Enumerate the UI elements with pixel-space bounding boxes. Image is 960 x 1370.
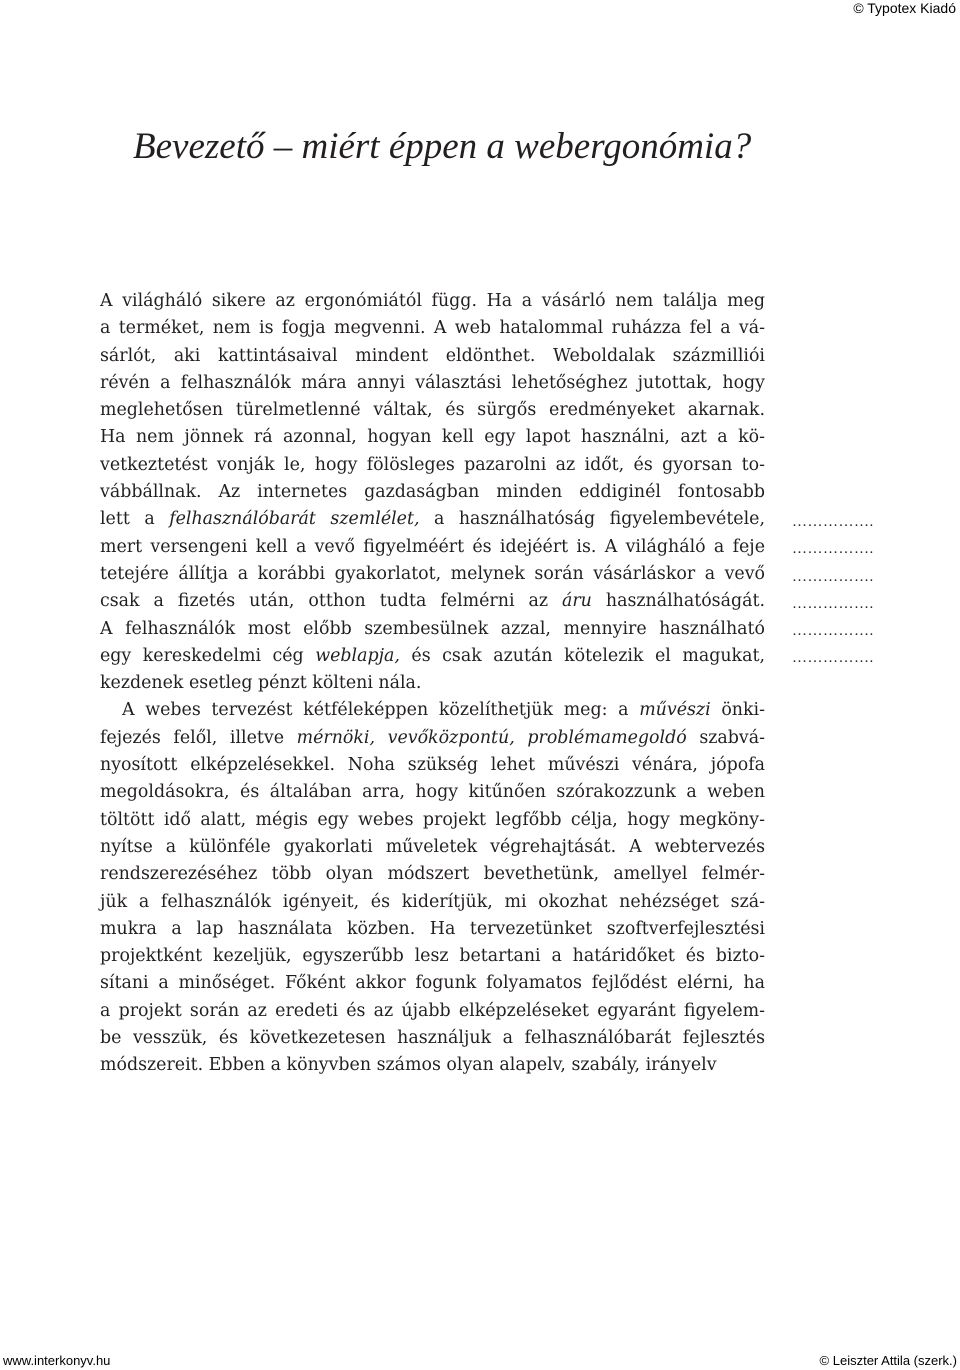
text-line: nyítse a különféle gyakorlati műveletek végrehajtását. A webtervezés bbox=[100, 836, 765, 857]
italic-term: áru bbox=[562, 591, 592, 612]
text-line: sítani a minőséget. Főként akkor fogunk folyamatos fejlődést elérni, ha bbox=[100, 973, 765, 994]
italic-term: művészi bbox=[639, 700, 711, 721]
text-line: a terméket, nem is fogja megvenni. A web hatalommal ruházza fel a vá- bbox=[100, 318, 765, 339]
text-line: révén a felhasználók mára annyi választási lehetőséghez jutottak, hogy bbox=[100, 372, 765, 393]
text-line: töltött idő alatt, mégis egy webes projekt legfőbb célja, hogy megköny- bbox=[100, 809, 765, 830]
text-line: mukra a lap használata közben. Ha tervezetünket szoftverfejlesztési bbox=[100, 918, 765, 939]
margin-dot-line: ……………. bbox=[792, 595, 874, 612]
text-line: jük a felhasználók igényeit, és kiderítjük, mi okozhat nehézséget szá- bbox=[100, 891, 765, 912]
text-line: Ha nem jönnek rá azonnal, hogyan kell egy lapot használni, azt a kö- bbox=[100, 427, 765, 448]
italic-term: felhasználóbarát szemlélet, bbox=[169, 509, 420, 530]
text-line: vábbállnak. Az internetes gazdaságban minden eddiginél fontosabb bbox=[100, 482, 765, 503]
text-line: meglehetősen türelmetlenné váltak, és sürgős eredményeket akarnak. bbox=[100, 400, 765, 421]
text-line: be vesszük, és következetesen használjuk a felhasználóbarát fejlesztés bbox=[100, 1028, 765, 1049]
margin-dot-line: ……………. bbox=[792, 623, 874, 640]
italic-term: weblapja, bbox=[315, 645, 400, 666]
text-line: A felhasználók most előbb szembesülnek azzal, mennyire használható bbox=[100, 618, 765, 639]
text-line: rendszerezéséhez több olyan módszert bevethetünk, amellyel felmér- bbox=[100, 864, 765, 885]
chapter-title: Bevezető – miért éppen a webergonómia? bbox=[133, 126, 752, 167]
body-text bbox=[100, 288, 765, 1080]
text-line: megoldásokra, és általában arra, hogy kitűnően szórakozzunk a weben bbox=[100, 782, 765, 803]
footer-website: www.interkonyv.hu bbox=[3, 1353, 111, 1368]
text-line: sárlót, aki kattintásaival mindent eldönthet. Weboldalak százmilliói bbox=[100, 345, 765, 366]
margin-dot-line: ……………. bbox=[792, 568, 874, 585]
text-line: vetkeztetést vonják le, hogy fölösleges pazarolni az időt, és gyorsan to- bbox=[100, 454, 765, 475]
text-line: A világháló sikere az ergonómiától függ. Ha a vásárló nem találja meg bbox=[100, 291, 765, 311]
text-line: módszereit. Ebben a könyvben számos olyan alapelv, szabály, irányelv bbox=[100, 1055, 717, 1076]
text-line: egy kereskedelmi cég weblapja, és csak azután kötelezik el magukat, bbox=[100, 645, 765, 666]
margin-dot-line: ……………. bbox=[792, 650, 874, 667]
text-line: A webes tervezést kétféleképpen közelíthetjük meg: a művészi önki- bbox=[122, 700, 765, 721]
text-line: lett a felhasználóbarát szemlélet, a használhatóság figyelembevétele, bbox=[100, 509, 765, 530]
margin-dot-line: ……………. bbox=[792, 514, 874, 530]
text-line: fejezés felől, illetve mérnöki, vevőközpontú, problémamegoldó szabvá- bbox=[100, 727, 765, 748]
italic-term: mérnöki, vevőközpontú, problémamegoldó bbox=[296, 727, 687, 748]
margin-note-dots bbox=[792, 509, 874, 673]
text-line: mert versengeni kell a vevő figyelméért és idejéért is. A világháló a feje bbox=[100, 536, 765, 557]
publisher-copyright: © Typotex Kiadó bbox=[853, 0, 956, 16]
text-line: csak a fizetés után, otthon tudta felmérni az áru használhatóságát. bbox=[100, 591, 765, 612]
text-line: projektként kezeljük, egyszerűbb lesz betartani a határidőket és bizto- bbox=[100, 946, 765, 967]
text-line: kezdenek esetleg pénzt költeni nála. bbox=[100, 673, 422, 694]
margin-dot-line: ……………. bbox=[792, 541, 874, 558]
text-line: nyosított elképzelésekkel. Noha szükség lehet művészi vénára, jópofa bbox=[100, 755, 765, 776]
text-line: a projekt során az eredeti és az újabb elképzeléseket egyaránt figyelem- bbox=[100, 1000, 765, 1021]
text-line: tetejére állítja a korábbi gyakorlatot, melynek során vásárláskor a vevő bbox=[100, 563, 765, 584]
footer-editor-copyright: © Leiszter Attila (szerk.) bbox=[819, 1353, 957, 1368]
